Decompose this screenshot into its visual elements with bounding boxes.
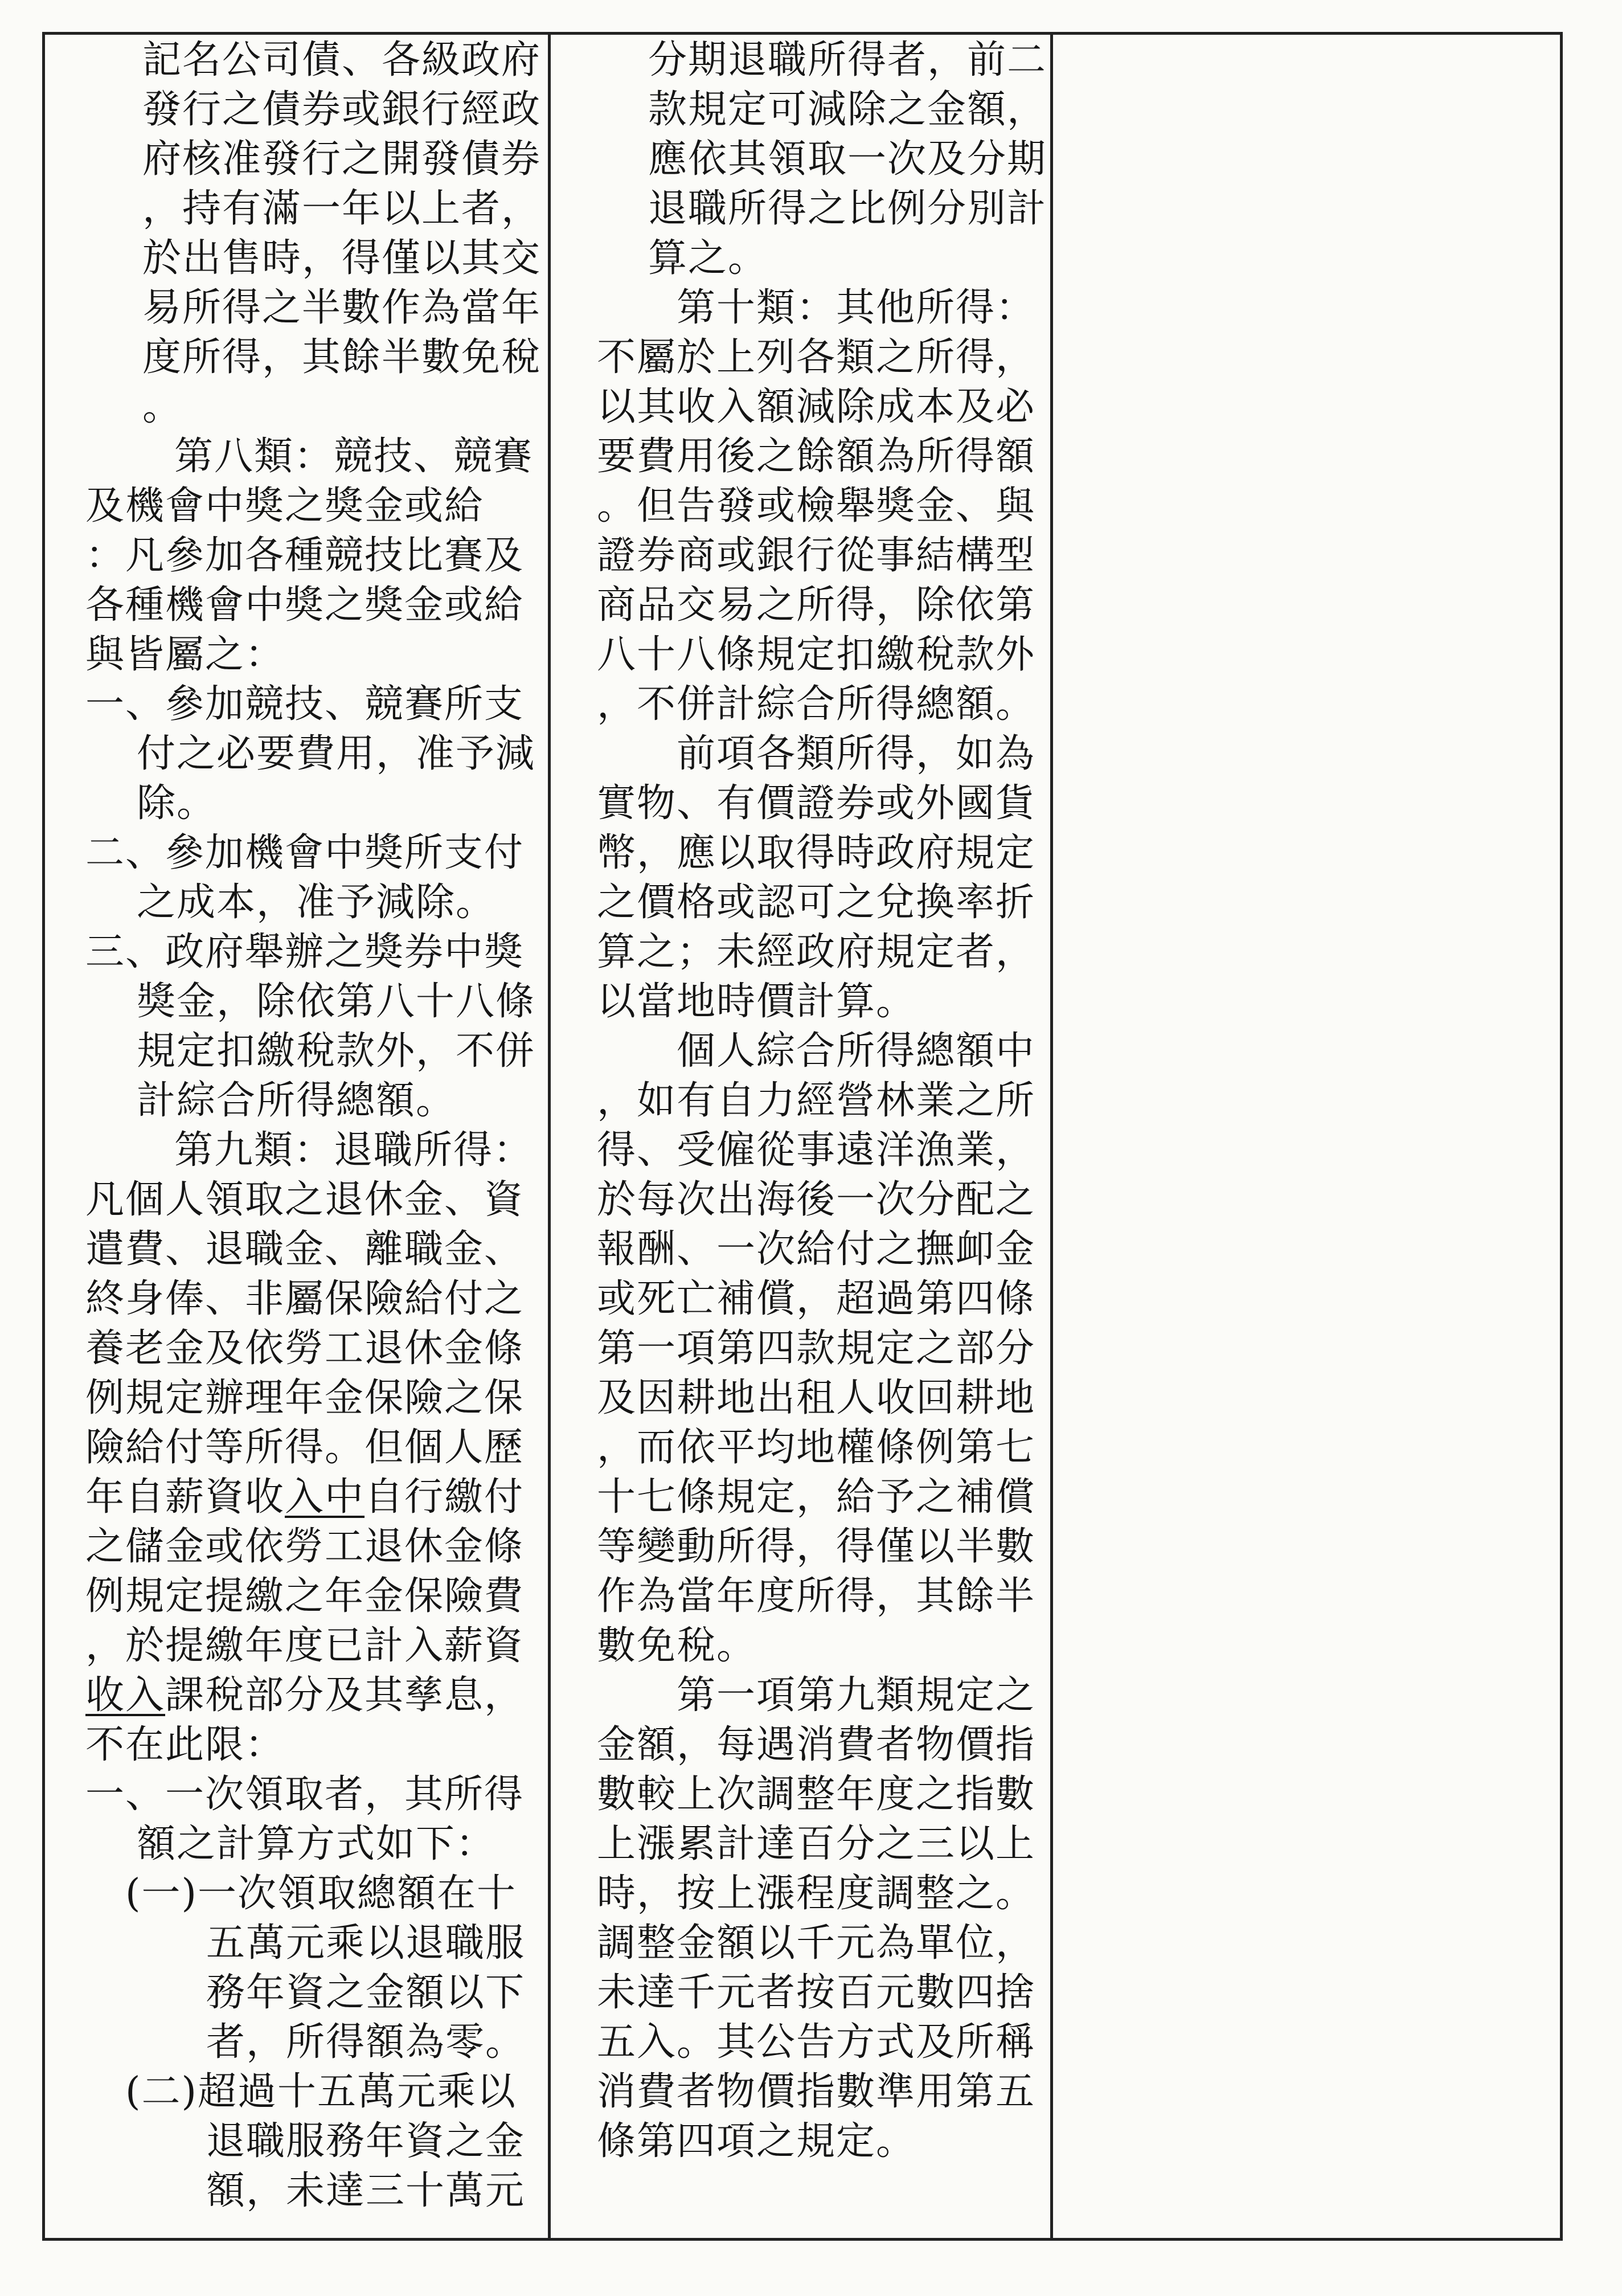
text-line: 遣費、退職金、離職金、 <box>85 1227 525 1272</box>
text-line: ：凡參加各種競技比賽及 <box>85 533 525 578</box>
text-line: 報酬、一次給付之撫卹金 <box>597 1227 1036 1272</box>
text-line: 分期退職所得者，前二 <box>648 38 1047 83</box>
text-line: 算之。 <box>648 236 768 281</box>
text-line: 各種機會中獎之獎金或給 <box>85 583 525 628</box>
text-line: 上漲累計達百分之三以上 <box>597 1822 1036 1867</box>
text-line: 要費用後之餘額為所得額 <box>597 434 1036 479</box>
text-line: 作為當年度所得，其餘半 <box>597 1574 1036 1619</box>
column-1-text <box>85 35 541 2216</box>
text-line: 額，未達三十萬元 <box>206 2168 526 2213</box>
text-line: 十七條規定，給予之補償 <box>597 1475 1036 1520</box>
text-line: 例規定提繳之年金保險費 <box>85 1574 525 1619</box>
text-line: 及機會中獎之獎金或給 <box>85 484 485 529</box>
text-line: 實物、有價證券或外國貨 <box>597 781 1036 826</box>
text-line: 不在此限： <box>85 1722 285 1767</box>
text-line: 易所得之半數作為當年 <box>142 285 542 330</box>
text-line: ，如有自力經營林業之所 <box>597 1078 1036 1123</box>
text-line: 三、政府舉辦之獎券中獎 <box>85 930 525 975</box>
text-line: ，於提繳年度已計入薪資 <box>85 1623 525 1668</box>
text-line: 得、受僱從事遠洋漁業， <box>597 1128 1036 1173</box>
column-divider-2 <box>1050 32 1053 2241</box>
text-line: 及因耕地出租人收回耕地 <box>597 1376 1036 1421</box>
text-line: 調整金額以千元為單位， <box>597 1921 1036 1966</box>
text-line: 等變動所得，得僅以半數 <box>597 1524 1036 1569</box>
text-line: 以當地時價計算。 <box>597 979 916 1024</box>
text-line: 數較上次調整年度之指數 <box>597 1772 1036 1817</box>
text-line: 府核准發行之開發債券 <box>142 137 542 182</box>
text-line: ，不併計綜合所得總額。 <box>597 682 1036 727</box>
text-line: 幣，應以取得時政府規定 <box>597 830 1036 875</box>
text-line: 第九類：退職所得： <box>174 1128 534 1173</box>
text-line: 前項各類所得，如為 <box>677 731 1036 776</box>
text-line: 之成本，准予減除。 <box>137 880 496 925</box>
underlined-text: 入中 <box>285 1475 365 1520</box>
text-line: 之價格或認可之兌換率折 <box>597 880 1036 925</box>
underlined-text: 收入 <box>85 1673 166 1718</box>
text-line: 例規定辦理年金保險之保 <box>85 1376 525 1421</box>
text-line: 款規定可減除之金額， <box>648 87 1047 132</box>
text-line: 退職所得之比例分別計 <box>648 186 1047 231</box>
text-line: 商品交易之所得，除依第 <box>597 583 1036 628</box>
text-line: 時，按上漲程度調整之。 <box>597 1871 1036 1916</box>
text-line: 五入。其公告方式及所稱 <box>597 2020 1036 2065</box>
text-line: 規定扣繳稅款外，不併 <box>137 1029 536 1074</box>
text-line: 與皆屬之： <box>85 632 285 677</box>
text-line: 額之計算方式如下： <box>137 1822 496 1867</box>
text-line: 凡個人領取之退休金、資 <box>85 1177 525 1222</box>
text-line: 個人綜合所得總額中 <box>677 1029 1036 1074</box>
text-line: 獎金，除依第八十八條 <box>137 979 536 1024</box>
text-line: 二、參加機會中獎所支付 <box>85 830 525 875</box>
text-line: 發行之債券或銀行經政 <box>142 87 542 132</box>
text-line: 險給付等所得。但個人歷 <box>85 1425 525 1470</box>
text-line: (二)超過十五萬元乘以 <box>125 2069 517 2114</box>
text-line: ，而依平均地權條例第七 <box>597 1425 1036 1470</box>
text-line: 。但告發或檢舉獎金、與 <box>597 484 1036 529</box>
text-line: 算之；未經政府規定者， <box>597 930 1036 975</box>
text-line: 不屬於上列各類之所得， <box>597 335 1036 380</box>
text-line: 第八類：競技、競賽 <box>174 434 534 479</box>
text-line: 終身俸、非屬保險給付之 <box>85 1276 525 1321</box>
text-line: 務年資之金額以下 <box>206 1970 526 2015</box>
text-line: 之儲金或依勞工退休金條 <box>85 1524 525 1569</box>
text-line: 一、一次領取者，其所得 <box>85 1772 525 1817</box>
text-line: 者，所得額為零。 <box>206 2020 526 2065</box>
text-line: 數免稅。 <box>597 1623 757 1668</box>
text-line: 除。 <box>137 781 217 826</box>
text-line: 金額，每遇消費者物價指 <box>597 1722 1036 1767</box>
text-line: 證券商或銀行從事結構型 <box>597 533 1036 578</box>
text-line: 消費者物價指數準用第五 <box>597 2069 1036 2114</box>
text-line: 年自薪資收入中自行繳付 <box>85 1475 525 1520</box>
column-divider-1 <box>548 32 551 2241</box>
text-line: ，持有滿一年以上者， <box>142 186 542 231</box>
text-line: 第一項第九類規定之 <box>677 1673 1036 1718</box>
text-line: 記名公司債、各級政府 <box>142 38 542 83</box>
text-line: 應依其領取一次及分期 <box>648 137 1047 182</box>
text-line: 第十類：其他所得： <box>677 285 1036 330</box>
text-line: 收入課稅部分及其孳息， <box>85 1673 525 1718</box>
text-line: 。 <box>142 384 183 429</box>
text-line: 於每次出海後一次分配之 <box>597 1177 1036 1222</box>
text-line: (一)一次領取總額在十 <box>125 1871 517 1916</box>
text-line: 條第四項之規定。 <box>597 2119 916 2164</box>
text-line: 一、參加競技、競賽所支 <box>85 682 525 727</box>
text-line: 養老金及依勞工退休金條 <box>85 1326 525 1371</box>
text-line: 退職服務年資之金 <box>206 2119 526 2164</box>
text-line: 五萬元乘以退職服 <box>206 1921 526 1966</box>
text-line: 以其收入額減除成本及必 <box>597 384 1036 429</box>
text-line: 未達千元者按百元數四捨 <box>597 1970 1036 2015</box>
text-line: 於出售時，得僅以其交 <box>142 236 542 281</box>
text-line: 計綜合所得總額。 <box>137 1078 456 1123</box>
text-line: 第一項第四款規定之部分 <box>597 1326 1036 1371</box>
text-line: 度所得，其餘半數免稅 <box>142 335 542 380</box>
text-line: 付之必要費用，准予減 <box>137 731 536 776</box>
text-line: 八十八條規定扣繳稅款外 <box>597 632 1036 677</box>
column-2-text <box>597 35 1047 2166</box>
text-line: 或死亡補償，超過第四條 <box>597 1276 1036 1321</box>
